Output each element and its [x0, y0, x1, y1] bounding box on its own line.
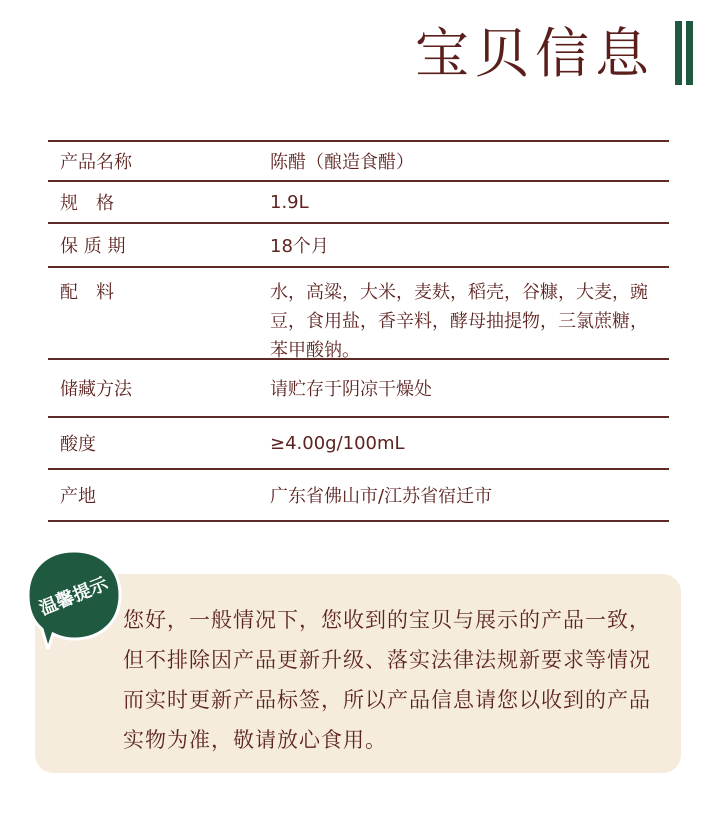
row-label: 产地	[60, 486, 96, 507]
row-value: 18个月	[270, 236, 329, 257]
title-accent-bar	[675, 21, 682, 85]
row-label: 配 料	[60, 282, 114, 303]
notice-badge	[22, 545, 126, 649]
table-row	[48, 142, 669, 182]
row-label: 产品名称	[60, 152, 132, 173]
table-row	[48, 224, 669, 268]
row-label: 保 质 期	[60, 236, 126, 257]
row-value: ≥4.00g/100mL	[270, 432, 405, 454]
row-value: 陈醋（酿造食醋）	[270, 152, 414, 173]
product-info-table	[48, 140, 669, 522]
notice-box	[35, 574, 681, 773]
row-value: 请贮存于阴凉干燥处	[270, 379, 432, 400]
row-value: 1.9L	[270, 191, 309, 213]
row-label: 规 格	[60, 193, 114, 214]
page-title: 宝贝信息	[415, 22, 655, 85]
speech-bubble-icon	[22, 545, 126, 649]
table-row	[48, 182, 669, 224]
row-label: 储藏方法	[60, 379, 132, 400]
table-row	[48, 470, 669, 522]
notice-text: 您好，一般情况下，您收到的宝贝与展示的产品一致，但不排除因产品更新升级、落实法律法规新要求等情况而实时更新产品标签，所以产品信息请您以收到的产品实物为准，敬请放心食用。	[123, 608, 651, 752]
row-label: 酸度	[60, 434, 96, 455]
badge-label: 温馨提示	[36, 573, 112, 620]
row-value: 广东省佛山市/江苏省宿迁市	[270, 486, 493, 507]
table-row	[48, 418, 669, 470]
table-row	[48, 360, 669, 418]
row-value: 水，高粱，大米，麦麸，稻壳，谷糠，大麦，豌豆，食用盐，香辛料，酵母抽提物，三氯蔗糖，苯甲酸钠。	[270, 282, 648, 361]
table-row	[48, 268, 669, 360]
title-accent-bar	[686, 21, 693, 85]
